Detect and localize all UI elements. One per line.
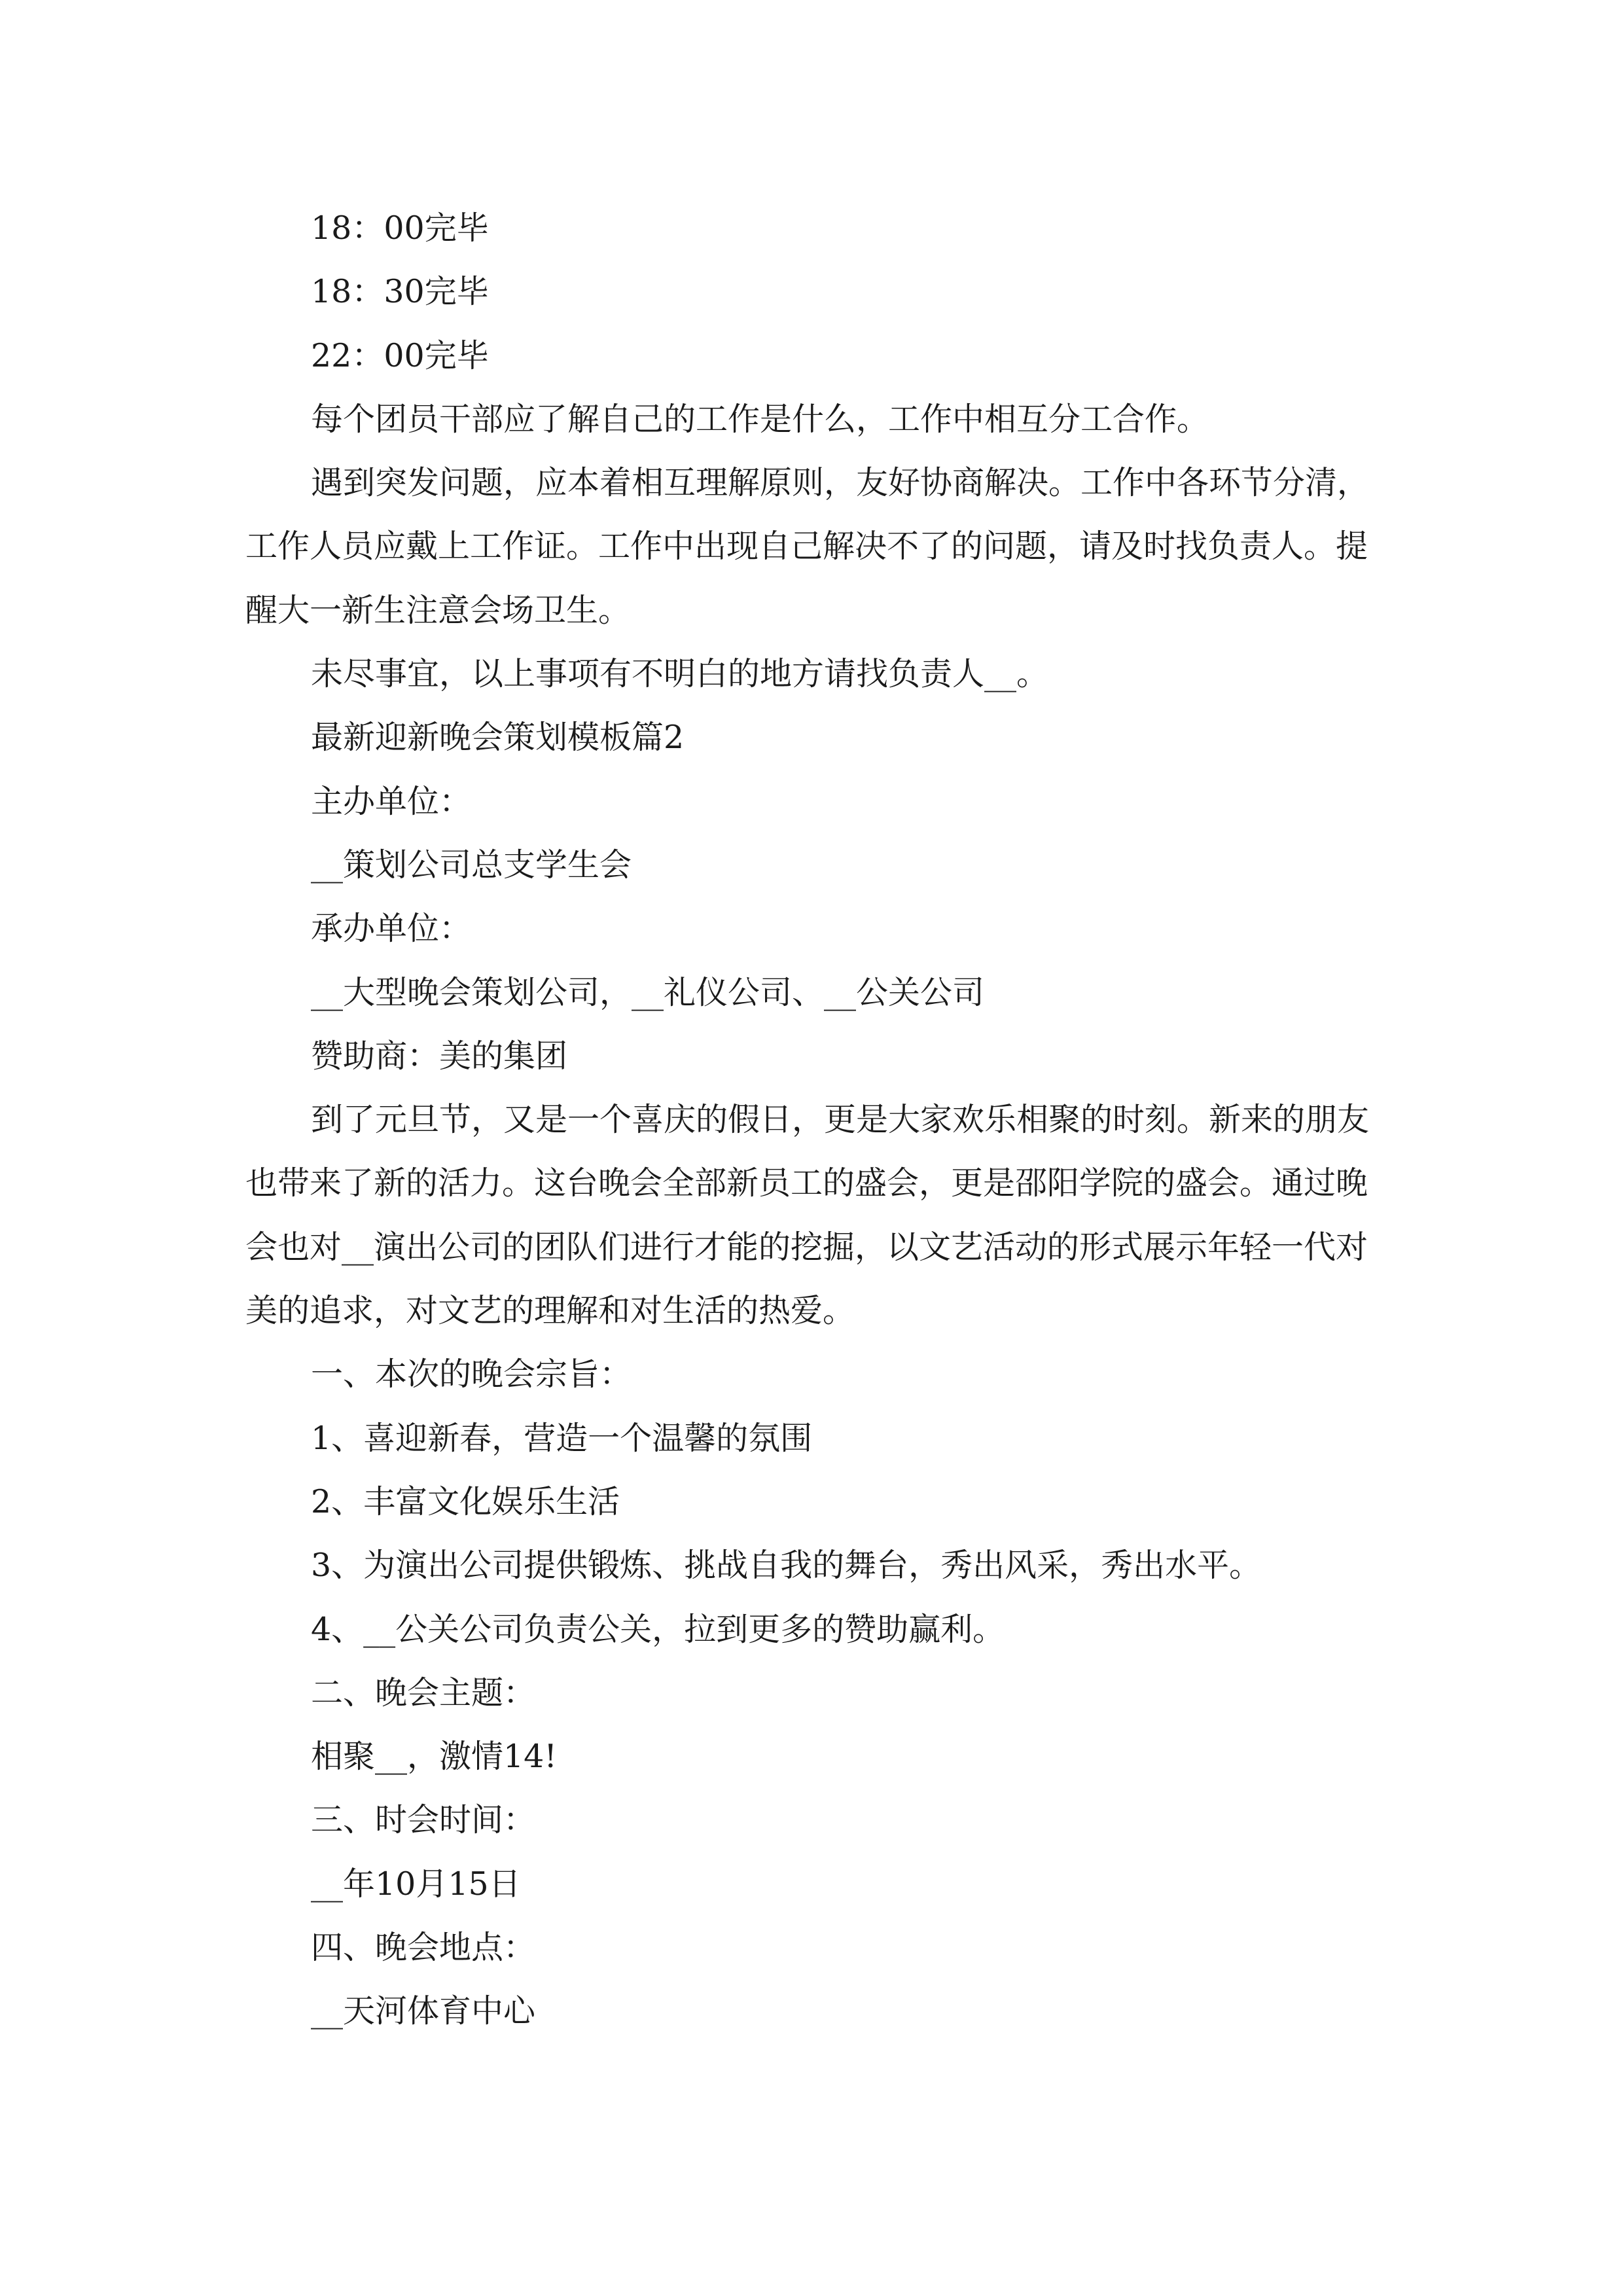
paragraph: 主办单位： <box>311 782 472 820</box>
paragraph: __策划公司总支学生会 <box>311 846 632 884</box>
paragraph: __天河体育中心 <box>311 1992 536 2030</box>
paragraph: __年10月15日 <box>311 1865 521 1903</box>
paragraph: 22：00完毕 <box>311 336 489 374</box>
paragraph: 承办单位： <box>311 910 472 948</box>
list-item: 1、喜迎新春，营造一个温馨的氛围 <box>311 1419 813 1457</box>
paragraph: 赞助商：美的集团 <box>311 1037 568 1075</box>
list-item: 3、为演出公司提供锻炼、挑战自我的舞台，秀出风采，秀出水平。 <box>311 1547 1262 1585</box>
paragraph: 到了元旦节，又是一个喜庆的假日，更是大家欢乐相聚的时刻。新来的朋友也带来了新的活力。这台晚会全部新员工的盛会，更是邵阳学院的盛会。通过晚会也对__演出公司的团队们进行才能的挖掘，以文艺活动的形式展示年轻一代对美的追求，对文艺的理解和对生活的热爱。 <box>245 1101 1370 1330</box>
section-heading: 最新迎新晚会策划模板篇2 <box>311 719 685 757</box>
paragraph: 四、晚会地点： <box>311 1929 536 1967</box>
paragraph: 每个团员干部应了解自己的工作是什么，工作中相互分工合作。 <box>311 400 1209 438</box>
paragraph: 一、本次的晚会宗旨： <box>311 1355 632 1393</box>
paragraph: 未尽事宜，以上事项有不明白的地方请找负责人__。 <box>311 655 1049 693</box>
paragraph: 三、时会时间： <box>311 1801 536 1839</box>
paragraph: 二、晚会主题： <box>311 1674 536 1712</box>
list-item: 4、__公关公司负责公关，拉到更多的赞助赢利。 <box>311 1610 1005 1648</box>
paragraph: 相聚__，激情14! <box>311 1738 558 1776</box>
list-item: 2、丰富文化娱乐生活 <box>311 1482 620 1520</box>
paragraph: __大型晚会策划公司，__礼仪公司、__公关公司 <box>311 973 985 1011</box>
paragraph: 18：00完毕 <box>311 209 489 247</box>
document-body <box>245 196 1381 2043</box>
paragraph: 遇到突发问题，应本着相互理解原则，友好协商解决。工作中各环节分清，工作人员应戴上工作证。工作中出现自己解决不了的问题，请及时找负责人。提醒大一新生注意会场卫生。 <box>245 464 1370 629</box>
paragraph: 18：30完毕 <box>311 273 489 311</box>
